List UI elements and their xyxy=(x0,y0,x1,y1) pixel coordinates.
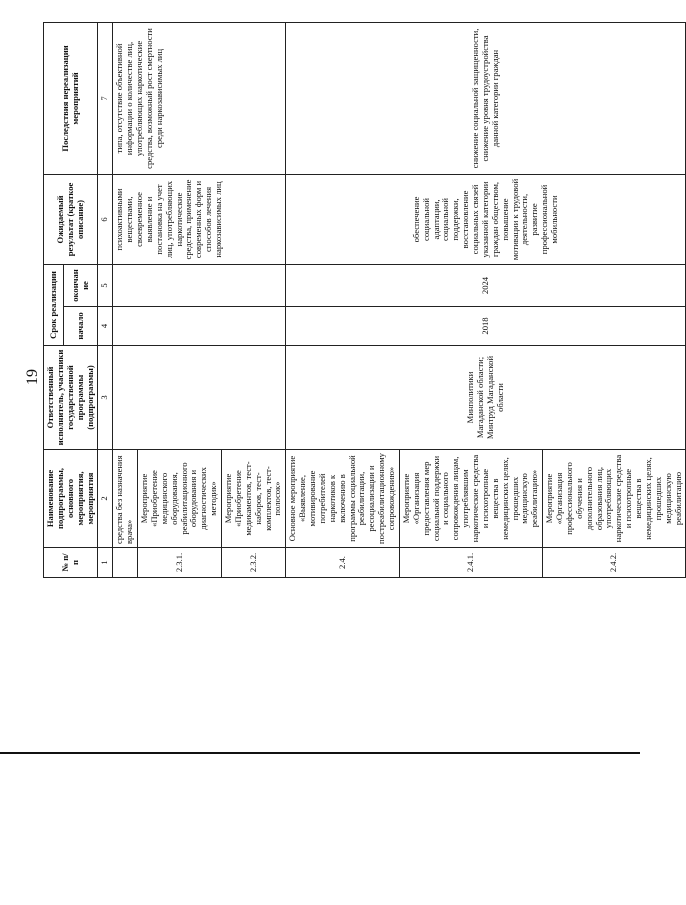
column-number: 1 xyxy=(98,548,113,578)
column-numbers-row xyxy=(98,22,113,577)
column-number: 5 xyxy=(98,264,113,306)
row-num: 2.4.2. xyxy=(543,548,686,578)
row-result: психоактивными веществами, своевременное выявление и постановка на учет лиц, употребляющих наркотические средства, применение современных форм и способов лечения наркозависимых лиц xyxy=(113,174,286,264)
header-end: окончание xyxy=(64,264,98,306)
row-result: обеспечение социальной адаптации, социальной поддержки, восстановление социальных связей указанной категории граждан обществом, повышение мотивации к трудовой деятельности, развитие профессиональной мобильности xyxy=(286,174,686,264)
row-num xyxy=(113,548,138,578)
column-number: 4 xyxy=(98,307,113,346)
row-end xyxy=(113,264,286,306)
row-name: Основное мероприятие «Выявление, мотивирование потребителей наркотиков к включению в программы социальной реабилитации, ресоциализации и постреабилитационному сопровождению» xyxy=(286,450,400,548)
row-num: 2.3.1. xyxy=(138,548,222,578)
header-consequences: Последствия нереализации мероприятий xyxy=(44,22,98,174)
page-number: 19 xyxy=(24,369,41,385)
header-row xyxy=(44,22,64,577)
column-number: 2 xyxy=(98,450,113,548)
header-result: Ожидаемый результат (краткое описание) xyxy=(44,174,98,264)
row-start: 2018 xyxy=(286,307,686,346)
header-num: № п/п xyxy=(44,548,98,578)
header-name: Наименование подпрограммы, основного мероприятия, мероприятия xyxy=(44,450,98,548)
row-start xyxy=(113,307,286,346)
bottom-rule xyxy=(0,752,640,754)
header-term: Срок реализации xyxy=(44,264,64,345)
row-name: Мероприятие «Приобретение медицинского оборудования, реабилитационного оборудования и диагностических методик» xyxy=(138,450,222,548)
row-name: Мероприятие «Приобретение медикаментов, тест-наборов, тест-комплектов, тест-полосок» xyxy=(222,450,286,548)
row-num: 2.4. xyxy=(286,548,400,578)
row-name: средства без назначения врача» xyxy=(113,450,138,548)
table-row xyxy=(113,22,138,577)
column-number: 6 xyxy=(98,174,113,264)
row-executor: Минполитики Магаданской области; Минтруд Магаданской области xyxy=(286,346,686,450)
row-name: Мероприятие «Организация предоставления мер социальной поддержки и социального сопровождения лицам, употреблявшим наркотические средства и психотропные вещества в немедицинских целях, прошедших медицинскую реабилитацию» xyxy=(399,450,542,548)
row-consequences: типа, отсутствие объективной информации о количестве лиц, употребляющих наркотические средства, возможный рост смертности среди наркозависимых лиц xyxy=(113,22,286,174)
column-number: 7 xyxy=(98,22,113,174)
header-executor: Ответственный исполнитель, участники государственной программы (подпрограммы) xyxy=(44,346,98,450)
row-num: 2.4.1. xyxy=(399,548,542,578)
row-name: Мероприятие «Организация профессионального обучения и дополнительного образования лиц, употребляющих наркотические средства и психотропные вещества в немедицинских целях, прошедших медицинскую реабилитацию xyxy=(543,450,686,548)
row-consequences: снижение социальной защищенности, снижение уровня трудоустройства данной категории граждан xyxy=(286,22,686,174)
table-row xyxy=(286,22,400,577)
header-start: начало xyxy=(64,307,98,346)
row-executor xyxy=(113,346,286,450)
row-num: 2.3.2. xyxy=(222,548,286,578)
column-number: 3 xyxy=(98,346,113,450)
row-end: 2024 xyxy=(286,264,686,306)
measures-table xyxy=(43,22,686,578)
